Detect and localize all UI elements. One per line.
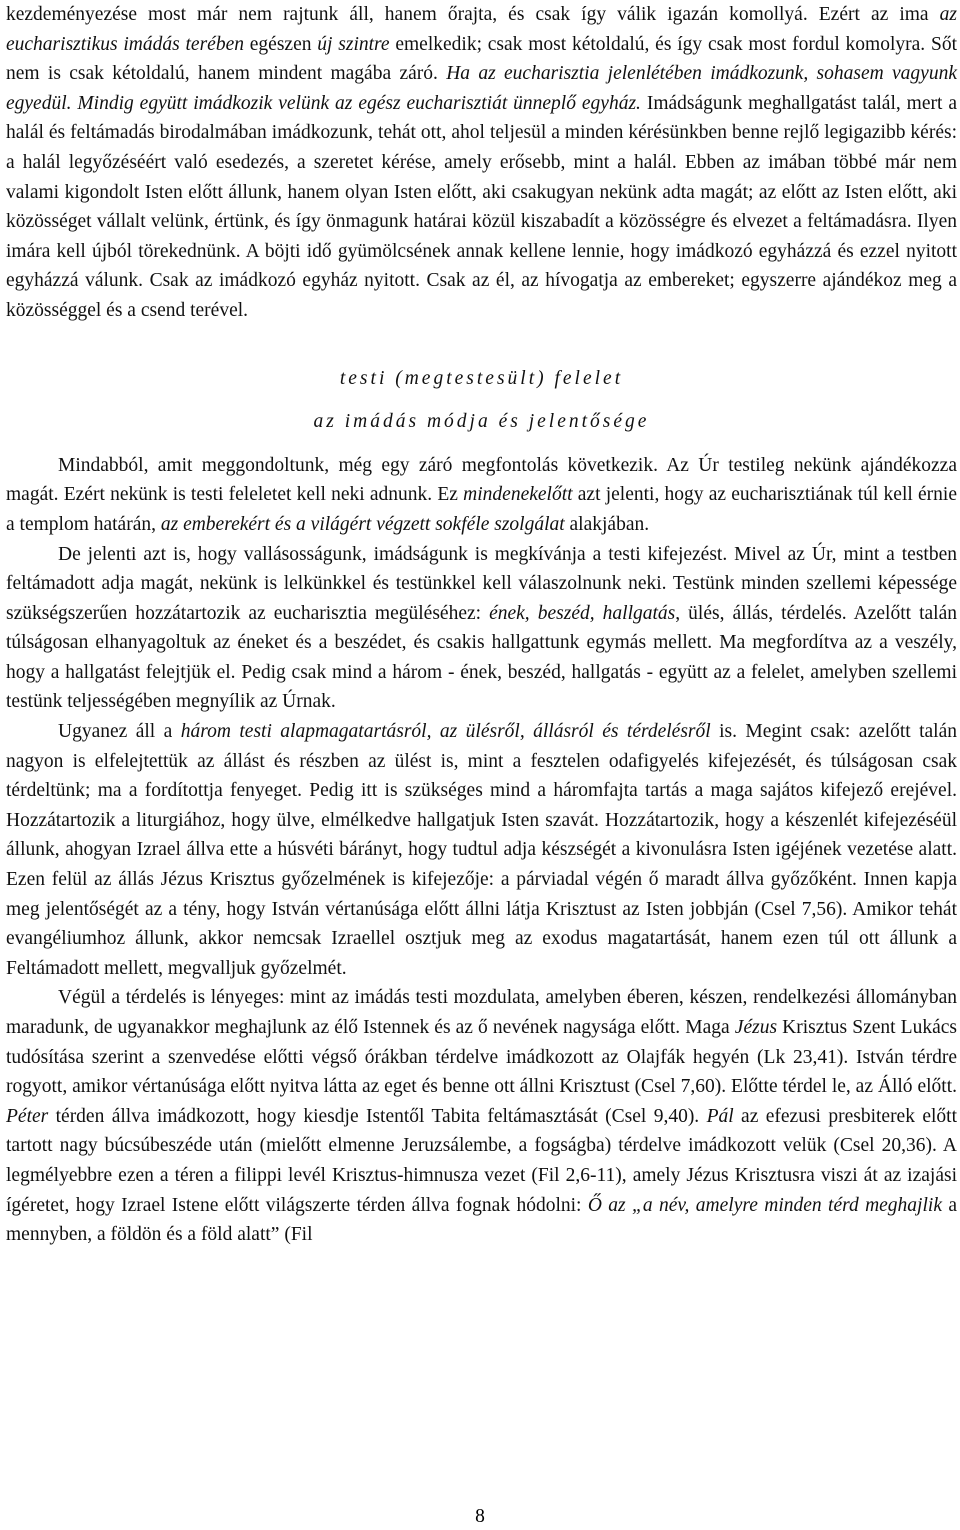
text-run: , ülés, állás, térdelés. Azelőtt talán túlságosan elhanyagoltuk az éneket és a beszédet, és csakis hallgattunk egymás mellett. Ma megfordítva az a veszély, hogy a hallgatást felejtjük el. Pedig csak mind a három - ének, beszéd, hallgatás - együtt az a felelet, amelyben szellemi testünk teljességében megnyílik az Úrnak. [6, 602, 957, 713]
italic-run: Jézus [734, 1017, 778, 1038]
section-heading: testi (megtestesült) felelet [339, 367, 624, 389]
text-run: Végül a térdelés is lényeges: mint az imádás testi mozdulata, amelyben éberen, készen, rendelkezési állományban maradunk, de ugyanakkor meghajlunk az élő Istennek és az ő nevének nagysága előtt. Maga [6, 987, 957, 1038]
paragraph-1 [6, 0, 957, 326]
text-run: térden állva imádkozott, hogy kiesdje Istentől Tabita feltámasztását (Csel 9,40). [48, 1105, 707, 1127]
text-run: a mennyben, a földön és a föld alatt” (Fil [6, 1194, 958, 1246]
italic-run: az emberekért és a világért végzett sokféle szolgálat [160, 513, 565, 535]
paragraph-5 [6, 983, 957, 1249]
text-run: De jelenti azt is, hogy vallásosságunk, imádságunk is megkívánja a testi kifejezést. Mivel az Úr, mint a testben feltámadott adja magát, nekünk is lelkünkkel és testünkkel kell válaszolnunk neki. Testünk minden szellemi képessége szükségszerűen hozzátartozik az eucharisztia megüléséhez: [6, 543, 957, 624]
text-run: is. Megint csak: azelőtt talán nagyon is elfelejtettük az állást és részben az ülést is, mint a fesztelen odafigyelés kifejezését, és túlságosan csak térdeltünk; ma a fordítottja fenyeget. Pedig itt is szükséges mind a háromfajta tartás a maga sajátos kifejező erejével. Hozzátartozik a liturgiához, hogy ülve, elmélkedve hallgatjuk Isten szavát. Hozzátartozik, hogy a készenlét kifejezéséül állunk, ahogyan Izrael állva ette a húsvéti bárányt, hogy tudtul adja készségét a kivonulásra Isten igéjének vezetése alatt. Ezen felül az állás Jézus Krisztus győzelmének is kifejezője: a párviadal végén ő maradt állva győzőként. Innen kapja meg jelentőségét az a tény, hogy István vértanúsága előtt állni látja Krisztust az Isten jobbján (Csel 7,56). Amikor tehát evangéliumhoz állunk, akkor nemcsak Izraellel osztjuk meg az exodus magatartását, hanem ezen túl ott állunk a Feltámadott mellett, megvalljuk győzelmét. [6, 721, 957, 979]
paragraph-2 [6, 451, 957, 540]
text-run: azt jelenti, hogy az eucharisztiának túl kell érnie a templom határán, [6, 484, 957, 535]
italic-run: Ő az „a név, amelyre minden térd meghajlik [587, 1194, 942, 1216]
text-run: Mindabból, amit meggondoltunk, még egy záró megfontolás következik. Az Úr testileg nekünk ajándékozza magát. Ezért nekünk is testi feleletet kell neki adnunk. Ez [6, 454, 957, 506]
italic-run: mindenekelőtt [463, 484, 573, 506]
italic-run: új szintre [317, 33, 390, 55]
document-page [6, 0, 957, 1250]
italic-run: ének, beszéd, hallgatás [489, 602, 676, 624]
italic-run: három testi alapmagatartásról, az ülésről, állásról és térdelésről [180, 721, 711, 743]
text-run: Imádságunk meghallgatást talál, mert a halál és feltámadás birodalmában imádkozunk, tehát ott, ahol teljesül a minden kérésünkben benne rejlő legigazibb kérés: a halál legyőzéséért való esedezés, a szeretet kérése, amely erősebb, mint a halál. Ebben az imában többé már nem valami kigondolt Isten előtt állunk, hanem olyan Isten előtt, aki csakugyan nekünk adta magát; az előtt az Isten előtt, aki közösséget vállalt velünk, értünk, és így önmagunk határai közül kiszabadít a közösségre és elvezet a feltámadásra. Ilyen imára kell újból törekednünk. A böjti idő gyümölcsének annak kellene lennie, hogy imádkozó egyházzá és ezzel nyitott egyházzá válunk. Csak az imádkozó egyház nyitott. Csak az él, az hívogatja az embereket; egyszerre ajándékoz meg a közösséggel és a csend terével. [6, 92, 957, 321]
italic-run: Ha az eucharisztia jelenlétében imádkozunk, sohasem vagyunk egyedül. Mindig együtt imádkozik velünk az egész eucharisztiát ünneplő egyház. [6, 63, 957, 114]
paragraph-3 [6, 540, 957, 718]
text-run: kezdeményezése most már nem rajtunk áll, hanem őrajta, és csak így válik igazán komollyá. Ezért az ima [6, 4, 940, 25]
section-subheading: az imádás módja és jelentősége [313, 411, 650, 433]
italic-run: Pál [706, 1105, 734, 1127]
text-run: az efezusi presbiterek előtt tartott nagy búcsúbeszéde után (mielőtt elmenne Jeruzsálembe, a fogságba) térdelve imádkozott velük (Csel 20,36). A legmélyebbre ezen a téren a filippi levél Krisztus-himnusza vezet (Fil 2,6-11), amely Jézus Krisztusra viszi át az izajási ígéretet, hogy Izrael Istene előtt világszerte térden állva fognak hódolni: [6, 1105, 958, 1216]
text-run: alakjában. [564, 513, 650, 535]
paragraph-4 [6, 717, 957, 983]
italic-run: az eucharisztikus imádás terében [6, 4, 957, 55]
text-run: Ugyanez áll a [58, 721, 181, 743]
text-run: Krisztus Szent Lukács tudósítása szerint a szenvedése előtti végső órákban térdelve imádkozott az Olajfák hegyén (Lk 23,41). István térdre rogyott, amikor vértanúsága előtt nyitva látta az eget és benne ott állni Krisztust (Csel 7,60). Előtte térdel le, az Álló előtt. [6, 1017, 957, 1098]
italic-run: Péter [6, 1105, 49, 1127]
page-number: 8 [475, 1506, 485, 1527]
text-run: egészen [243, 33, 318, 55]
text-run: emelkedik; csak most kétoldalú, és így csak most fordul komolyra. Sőt nem is csak kétoldalú, hanem mindent magába záró. [6, 33, 957, 85]
